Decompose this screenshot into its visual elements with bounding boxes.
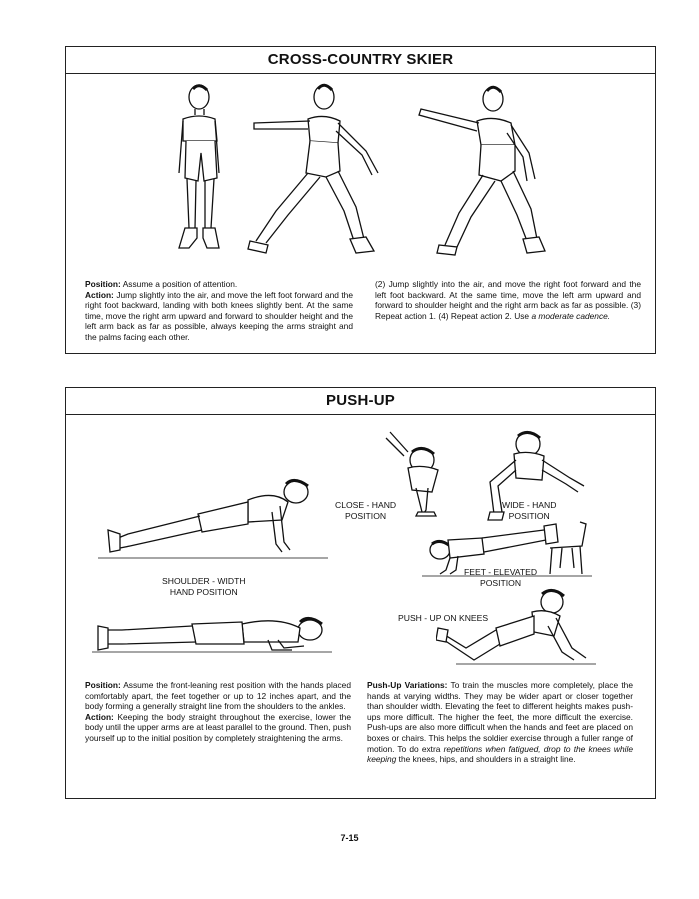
page-number: 7-15 (340, 833, 359, 843)
label-wide-hand: WIDE - HAND POSITION (502, 500, 557, 521)
pushup-down-figure (92, 600, 332, 670)
skier-figure-action-two (401, 83, 551, 263)
pushup-variations-end: the knees, hips, and shoulders in a straight line. (398, 754, 576, 765)
push-up-panel (65, 387, 656, 799)
label-close-hand: CLOSE - HAND POSITION (335, 500, 397, 521)
pushup-action-label: Action: (85, 711, 114, 722)
pushup-position-text: Assume the front-leaning rest position with the hands placed comfortably apart, the feet together or up to 12 inches apart, and the body forming a generally straight line from the shoulders to the ankles. (85, 680, 351, 712)
panel-title-pushup: PUSH-UP (66, 388, 655, 415)
panel-title-skier: CROSS-COUNTRY SKIER (66, 47, 655, 74)
skier-cadence-text: a moderate cadence. (531, 310, 611, 321)
skier-right-paragraph: (2) Jump slightly into the air, and move the right foot forward and the left foot backward. At the same time, move the left arm upward and forward to shoulder height and the right arm back as far as possible. (3) Repeat action 1. (4) Repeat action 2. Use (375, 279, 641, 321)
label-feet-elevated: FEET - ELEVATED POSITION (464, 567, 538, 588)
pushup-variations-text: To train the muscles more completely, place the hands at varying widths. They may be wider apart or closer together than shoulder width. Elevating the feet to different heights makes push-ups more difficult. The higher the feet, the more difficult the exercise. Push-ups are also more difficult when the hands and feet are placed on boxes or chairs. This helps the soldier exercise through a fuller range of motion. To do extra (367, 680, 633, 754)
skier-action-text: Jump slightly into the air, and move the left foot forward and the right foot backward, landing with both knees slightly bent. At the same time, move the right arm upward and forward to shoulder height and the left arm back as far as possible, always keeping the arms straight and the palms facing each other. (85, 289, 353, 342)
label-shoulder-width: SHOULDER - WIDTH HAND POSITION (162, 576, 246, 597)
skier-action-label: Action: (85, 289, 114, 300)
skier-position-text: Assume a position of attention. (122, 279, 238, 289)
cross-country-skier-panel (65, 46, 656, 354)
skier-left-text (85, 279, 353, 343)
pushup-position-label: Position: (85, 680, 121, 690)
pushup-variations-label: Push-Up Variations: (367, 680, 448, 690)
pushup-variations-italic: repetitions when fatigued, drop to the knees while keeping (367, 743, 634, 765)
skier-figure-attention (171, 83, 231, 263)
pushup-action-text: Keeping the body straight throughout the exercise, lower the body until the upper arms are at least parallel to the ground. Then, push yourself up to the initial position by completely straightening the arms. (85, 711, 351, 743)
skier-figure-action-one (246, 81, 396, 261)
pushup-left-text (85, 680, 351, 744)
pushup-right-text (367, 680, 633, 765)
pushup-up-figure (98, 472, 328, 582)
skier-right-text (375, 279, 641, 321)
knees-pushup-figure (436, 588, 596, 678)
skier-position-label: Position: (85, 279, 121, 289)
label-on-knees: PUSH - UP ON KNEES (398, 613, 489, 623)
